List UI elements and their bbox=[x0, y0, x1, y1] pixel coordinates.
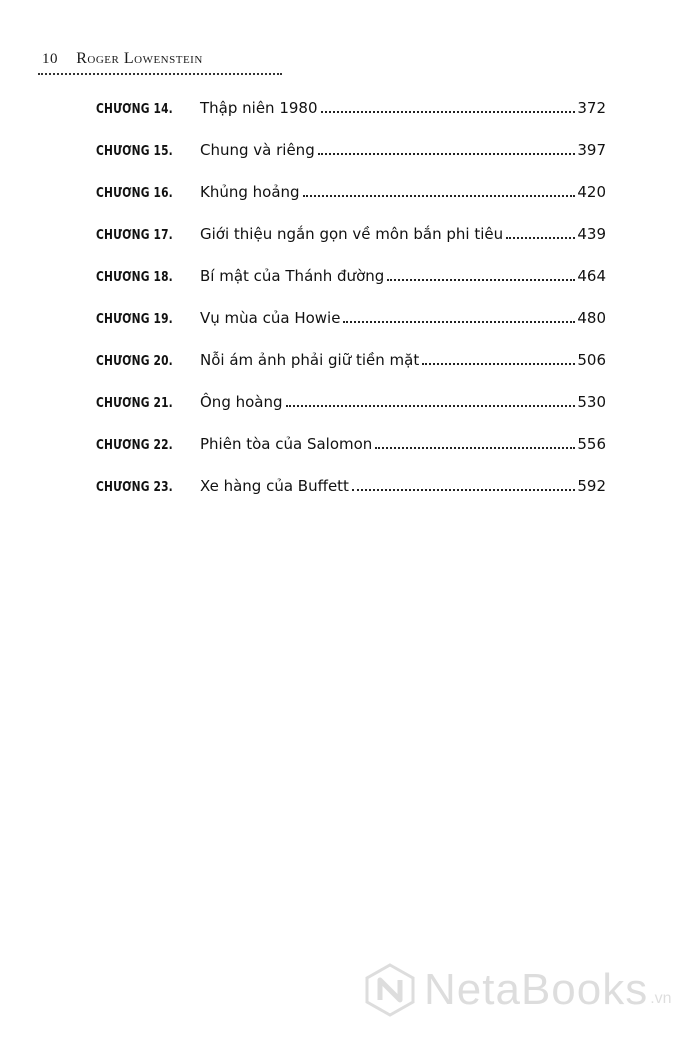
chapter-label: CHƯƠNG 18. bbox=[96, 270, 173, 285]
chapter-label: CHƯƠNG 22. bbox=[96, 438, 173, 453]
chapter-title: Nỗi ám ảnh phải giữ tiền mặt bbox=[200, 351, 420, 369]
toc-entry bbox=[96, 351, 606, 393]
chapter-title: Phiên tòa của Salomon bbox=[200, 435, 373, 453]
toc-entry bbox=[96, 141, 606, 183]
dot-leader bbox=[375, 447, 575, 449]
dot-leader bbox=[352, 489, 575, 491]
page-reference: 464 bbox=[577, 267, 606, 285]
toc-entry bbox=[96, 99, 606, 141]
page-reference: 530 bbox=[577, 393, 606, 411]
page-number: 10 bbox=[42, 51, 58, 67]
toc-entry bbox=[96, 267, 606, 309]
toc-entry bbox=[96, 225, 606, 267]
netabooks-logo-icon bbox=[362, 962, 418, 1018]
chapter-title: Giới thiệu ngắn gọn về môn bắn phi tiêu bbox=[200, 225, 504, 243]
toc-entry bbox=[96, 435, 606, 477]
page-reference: 397 bbox=[577, 141, 606, 159]
page-reference: 592 bbox=[577, 477, 606, 495]
dot-leader bbox=[303, 195, 576, 197]
chapter-label: CHƯƠNG 19. bbox=[96, 312, 173, 327]
chapter-title: Thập niên 1980 bbox=[200, 99, 318, 117]
page-reference: 480 bbox=[577, 309, 606, 327]
table-of-contents bbox=[96, 99, 606, 519]
watermark-suffix: .vn bbox=[650, 990, 672, 1007]
chapter-title: Ông hoàng bbox=[200, 393, 283, 411]
chapter-label: CHƯƠNG 16. bbox=[96, 186, 173, 201]
running-head bbox=[42, 50, 203, 68]
header-dotted-rule bbox=[38, 73, 282, 75]
dot-leader bbox=[506, 237, 575, 239]
chapter-title: Vụ mùa của Howie bbox=[200, 309, 341, 327]
dot-leader bbox=[422, 363, 575, 365]
dot-leader bbox=[387, 279, 575, 281]
chapter-label: CHƯƠNG 14. bbox=[96, 102, 173, 117]
dot-leader bbox=[318, 153, 576, 155]
author-name: Roger Lowenstein bbox=[76, 50, 203, 67]
dot-leader bbox=[343, 321, 575, 323]
toc-entry bbox=[96, 183, 606, 225]
chapter-title: Khủng hoảng bbox=[200, 183, 300, 201]
toc-entry bbox=[96, 477, 606, 519]
chapter-title: Chung và riêng bbox=[200, 141, 315, 159]
page-reference: 506 bbox=[577, 351, 606, 369]
dot-leader bbox=[321, 111, 576, 113]
dot-leader bbox=[286, 405, 576, 407]
chapter-title: Bí mật của Thánh đường bbox=[200, 267, 385, 285]
chapter-label: CHƯƠNG 20. bbox=[96, 354, 173, 369]
chapter-title: Xe hàng của Buffett bbox=[200, 477, 349, 495]
page-reference: 439 bbox=[577, 225, 606, 243]
chapter-label: CHƯƠNG 17. bbox=[96, 228, 173, 243]
toc-entry bbox=[96, 309, 606, 351]
page-reference: 372 bbox=[577, 99, 606, 117]
chapter-label: CHƯƠNG 21. bbox=[96, 396, 173, 411]
watermark-text: NetaBooks bbox=[424, 965, 649, 1014]
toc-entry bbox=[96, 393, 606, 435]
page-reference: 556 bbox=[577, 435, 606, 453]
netabooks-watermark bbox=[362, 962, 672, 1018]
page-reference: 420 bbox=[577, 183, 606, 201]
chapter-label: CHƯƠNG 23. bbox=[96, 480, 173, 495]
chapter-label: CHƯƠNG 15. bbox=[96, 144, 173, 159]
